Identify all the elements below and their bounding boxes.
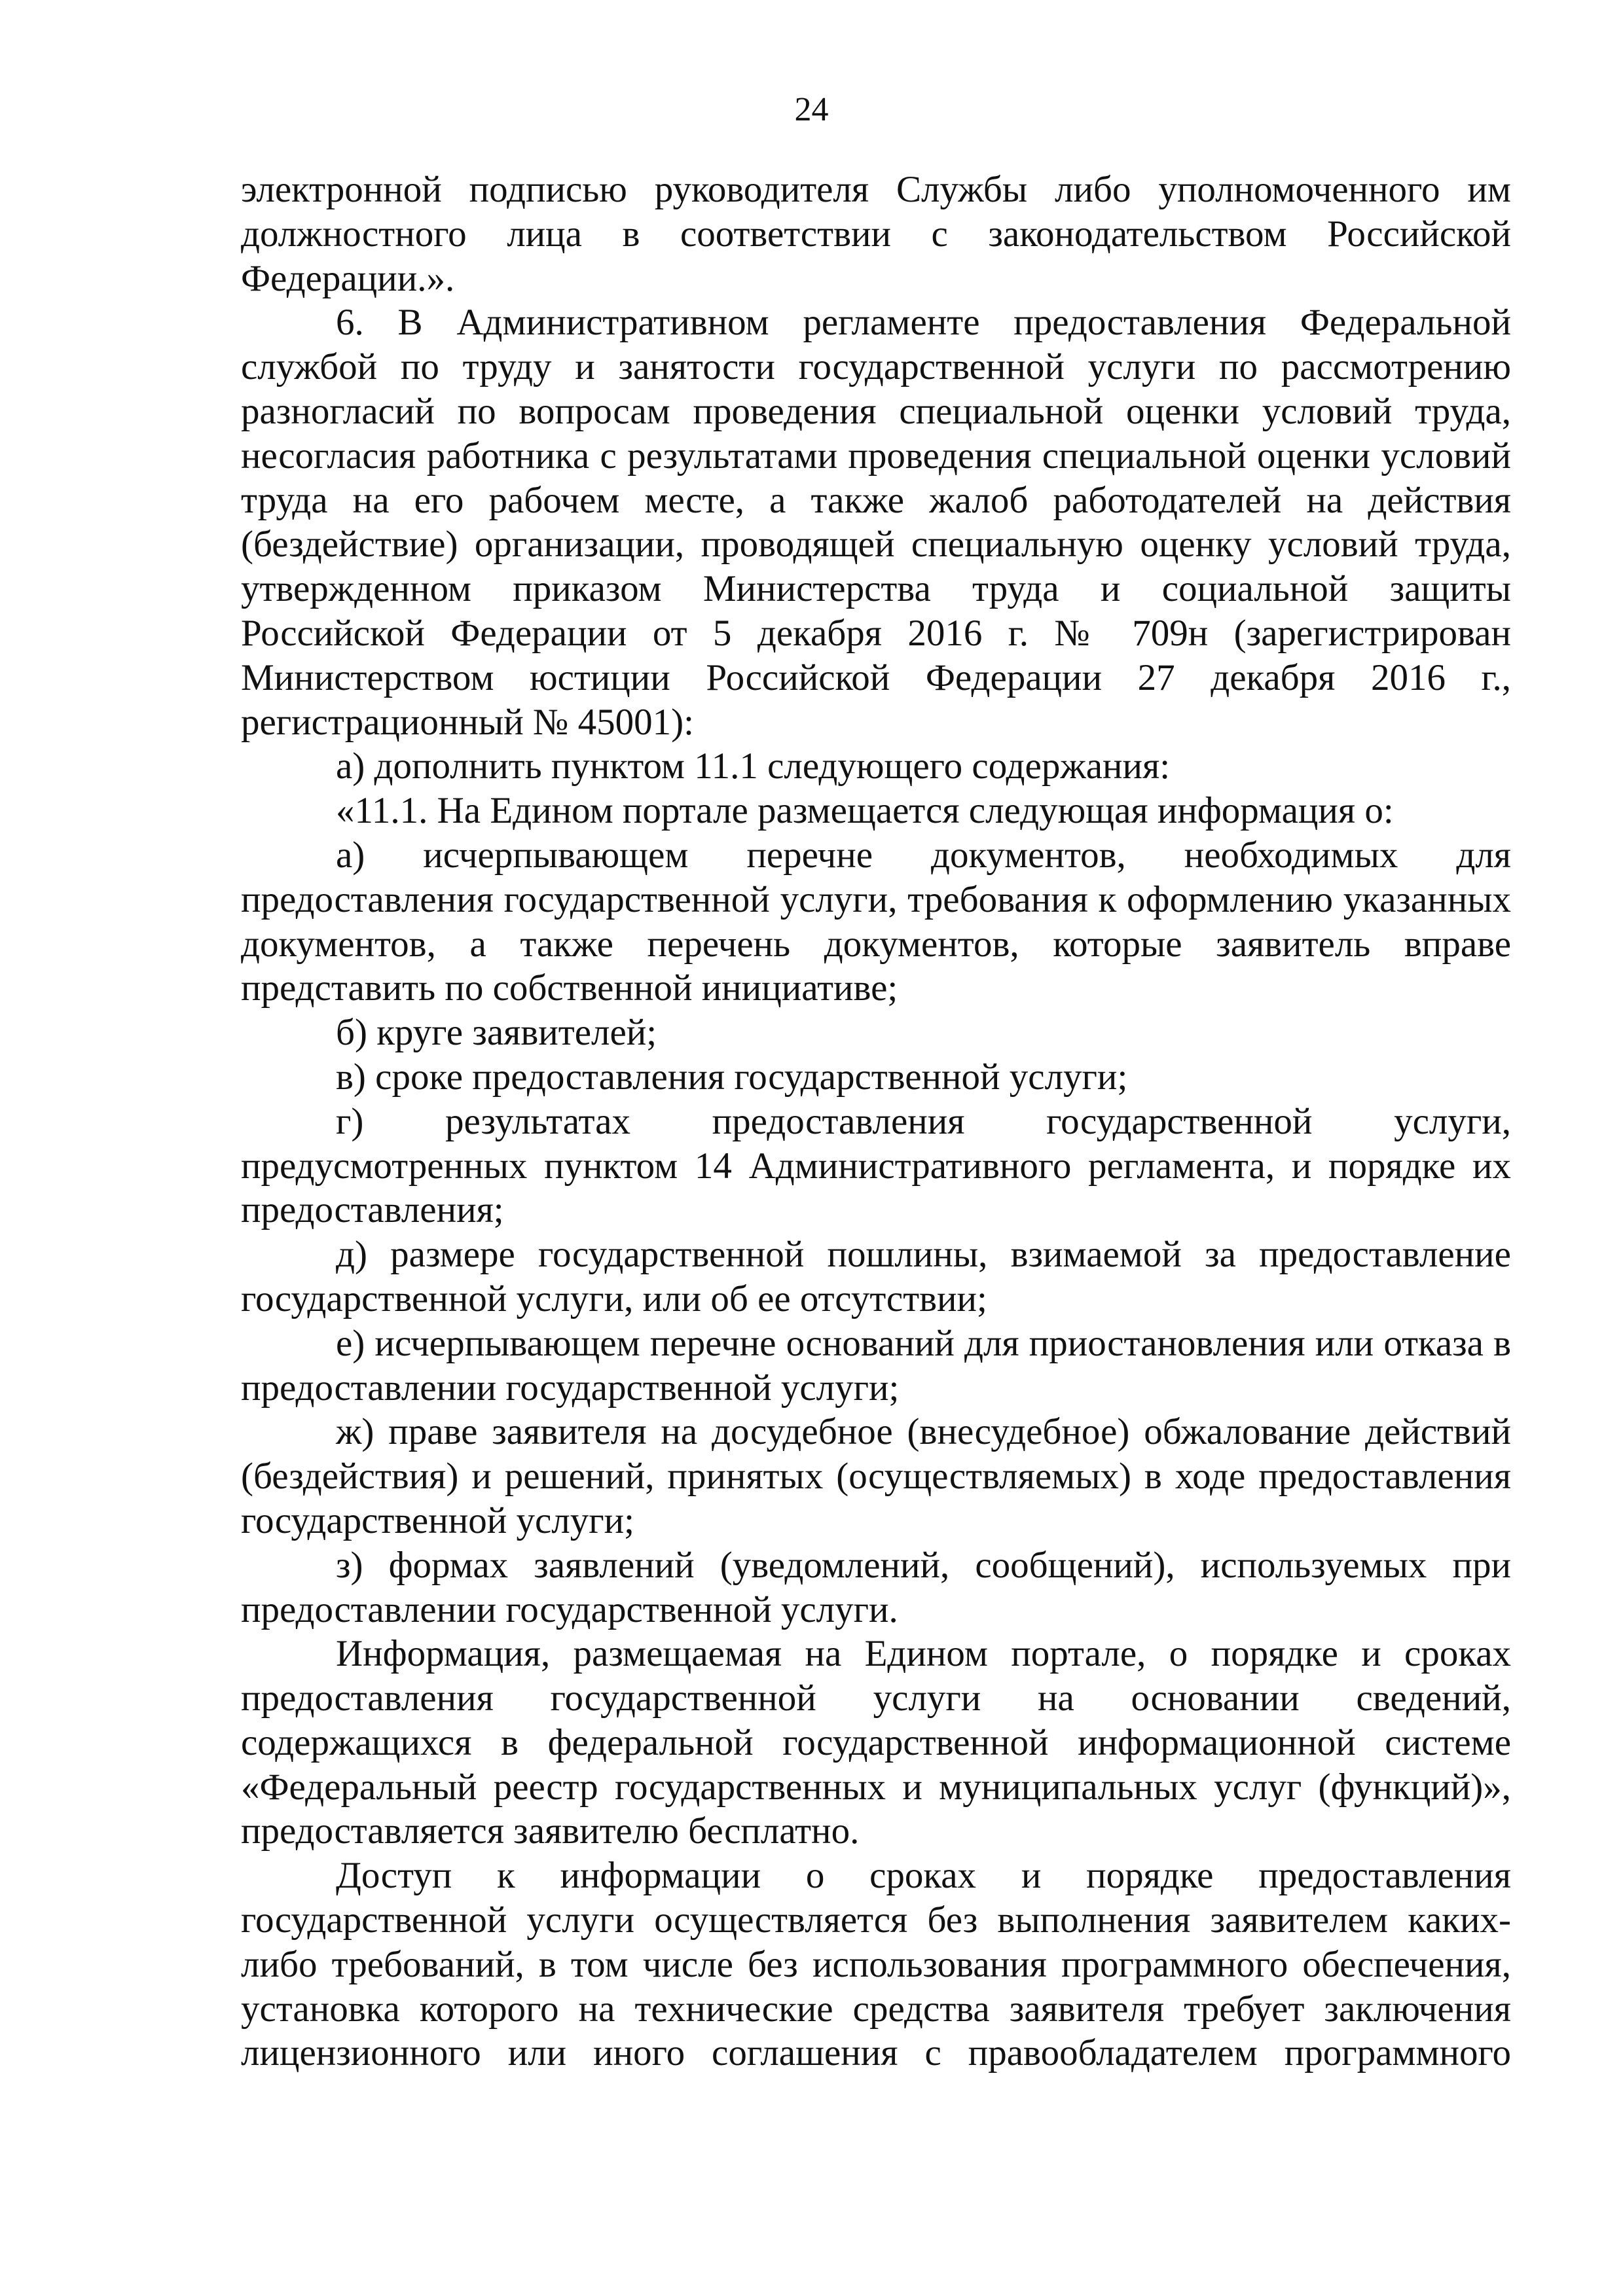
list-item-b: б) круге заявителей;: [336, 1012, 657, 1054]
paragraph-item-6: 6. В Административном регламенте предоставления Федеральной службой по труду и занятости государственной услуги по рассмотрению разногласий по вопросам проведения специальной оценки условий труда, несогласия работника с результатами проведения специальной оценки условий труда на его рабочем месте, а также жалоб работодателей на действия (бездействие) организации, проводящей специальную оценку условий труда, утвержденном приказом Министерства труда и социальной защиты Российской Федерации от 5 декабря 2016 г. № 709н (зарегистрирован Министерством юстиции Российской Федерации 27 декабря 2016 г., регистрационный № 45001):: [241, 302, 1511, 743]
list-item-v: в) сроке предоставления государственной услуги;: [336, 1056, 1128, 1098]
list-item-z: з) формах заявлений (уведомлений, сообщений), используемых при предоставлении государственной услуги.: [241, 1544, 1511, 1630]
paragraph-access-info: Доступ к информации о сроках и порядке предоставления государственной услуги осуществляется без выполнения заявителем каких-либо требований, в том числе без использования программного обеспечения, установка которого на технические средства заявителя требует заключения лицензионного или иного соглашения с правообладателем программного: [241, 1855, 1511, 2074]
list-item-zh: ж) праве заявителя на досудебное (внесудебное) обжалование действий (бездействия) и решений, принятых (осуществляемых) в ходе предоставления государственной услуги;: [241, 1411, 1511, 1541]
page-number: 24: [794, 91, 829, 128]
document-body: [241, 168, 1511, 2075]
list-item-a: а) исчерпывающем перечне документов, необходимых для предоставления государственной услуги, требования к оформлению указанных документов, а также перечень документов, которые заявитель вправе представить по собственной инициативе;: [241, 834, 1511, 1009]
list-item-g: г) результатах предоставления государственной услуги, предусмотренных пунктом 14 Административного регламента, и порядке их предоставления;: [241, 1100, 1511, 1231]
list-item-e: е) исчерпывающем перечне оснований для приостановления или отказа в предоставлении государственной услуги;: [241, 1322, 1511, 1408]
paragraph-portal-info: Информация, размещаемая на Едином портале, о порядке и сроках предоставления государственной услуги на основании сведений, содержащихся в федеральной государственной информационной системе «Федеральный реестр государственных и муниципальных услуг (функций)», предоставляется заявителю бесплатно.: [241, 1633, 1511, 1852]
paragraph-clause-11-1: «11.1. На Едином портале размещается следующая информация о:: [336, 790, 1394, 832]
list-item-d: д) размере государственной пошлины, взимаемой за предоставление государственной услуги, или об ее отсутствии;: [241, 1234, 1511, 1319]
paragraph-signature-clause: электронной подписью руководителя Службы либо уполномоченного им должностного лица в соответствии с законодательством Российской Федерации.».: [241, 169, 1511, 299]
paragraph-subitem-a: а) дополнить пунктом 11.1 следующего содержания:: [336, 745, 1171, 787]
